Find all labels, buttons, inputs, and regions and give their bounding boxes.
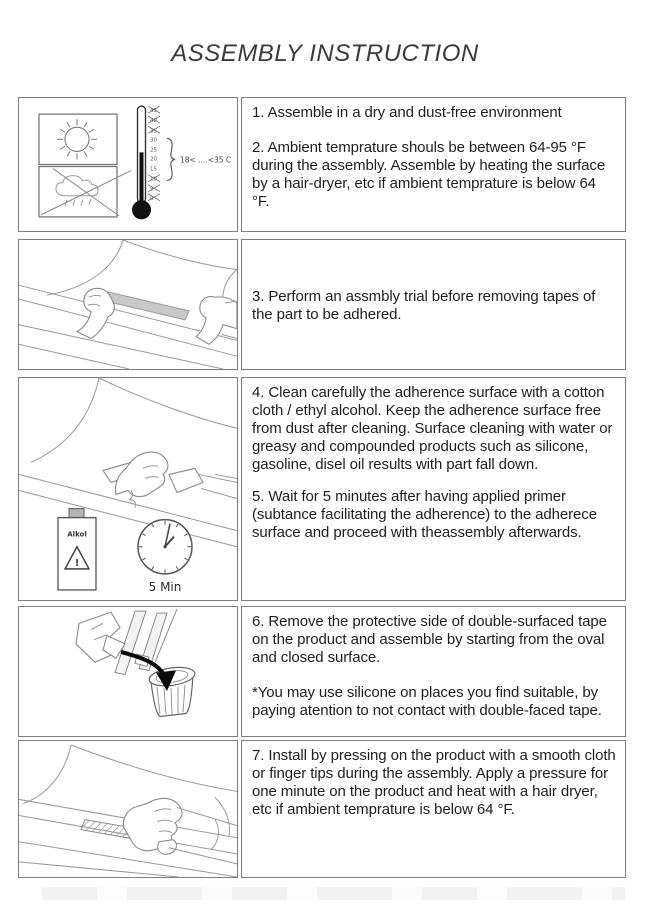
- instruction-paragraph: 3. Perform an assmbly trial before removing tapes of the part to be adhered.: [252, 287, 596, 323]
- instruction-paragraph: 2. Ambient temprature shouls be between 64-95 °F during the assembly. Assemble by heating the surface by a hair-dryer, etc if ambient temprature is below 64 °F.: [252, 139, 606, 210]
- svg-text:10: 10: [150, 176, 158, 183]
- remove-tape-illustration: [18, 606, 238, 737]
- step-text-trial: [241, 239, 626, 370]
- svg-text:25: 25: [150, 147, 158, 154]
- warning-exclamation: !: [74, 557, 80, 569]
- clock-icon: [138, 520, 192, 594]
- step-row-clean-wait: [18, 377, 626, 601]
- no-rain-icon: [39, 167, 131, 217]
- clean-and-wait-drawing: [19, 378, 237, 600]
- left-hand-icon: [77, 288, 114, 338]
- instruction-paragraph: *You may use silicone on places you find suitable, by paying atention to not contact with double-faced tape.: [252, 684, 602, 719]
- instruction-paragraph: 4. Clean carefully the adherence surface with a cotton cloth / ethyl alcohol. Keep the adherence surface free from dust after cleaning. Surface cleaning with water or greasy and compounded products such as silicone, gasoline, disel oil results with part fall down.: [252, 384, 613, 473]
- press-install-drawing: [19, 741, 237, 877]
- step-text-environment: [241, 97, 626, 232]
- step-row-press-install: [18, 740, 626, 878]
- svg-text:15: 15: [150, 166, 158, 173]
- trial-fit-drawing: [19, 240, 237, 369]
- remove-tape-drawing: [19, 607, 237, 736]
- door-sill-sketch: [19, 745, 237, 877]
- page-title: ASSEMBLY INSTRUCTION: [171, 40, 479, 67]
- thermometer-range-label: 18< ....<35 C: [180, 155, 232, 165]
- svg-text:20: 20: [150, 156, 158, 163]
- clock-label: 5 Min: [148, 579, 182, 594]
- scan-artifact-band: [42, 887, 625, 900]
- svg-text:40: 40: [150, 118, 158, 125]
- door-sill-sketch: [19, 378, 237, 547]
- wiping-hand-icon: [103, 452, 237, 508]
- instruction-paragraph: 6. Remove the protective side of double-surfaced tape on the product and assemble by starting from the oval and closed surface.: [252, 613, 607, 666]
- tape-liner-strips: [115, 609, 177, 675]
- svg-text:5: 5: [150, 186, 154, 193]
- instruction-paragraph: 7. Install by pressing on the product with a smooth cloth or finger tips during the assembly. Apply a pressure for one minute on the product and heat with a hair dryer, etc if ambient temprature is below 64 °F.: [252, 747, 616, 818]
- step-row-environment: [18, 97, 626, 232]
- svg-text:45: 45: [150, 108, 158, 115]
- trial-fit-illustration: [18, 239, 238, 370]
- step-row-trial: [18, 239, 626, 370]
- step-row-remove-tape: [18, 606, 626, 737]
- temperature-conditions-illustration: [18, 97, 238, 232]
- pressing-hand-icon: [123, 798, 237, 864]
- range-brace: [167, 138, 175, 180]
- clean-and-wait-illustration: [18, 377, 238, 601]
- thermometer-icon: [132, 106, 231, 219]
- svg-text:35: 35: [150, 128, 158, 135]
- instruction-paragraph: 5. Wait for 5 minutes after having applied primer (subtance facilitating the adherence) to the adherece surface and proceed with theassembly afterwards.: [252, 488, 597, 541]
- svg-text:0: 0: [150, 195, 154, 202]
- step-text-press-install: [241, 740, 626, 878]
- step-text-clean-wait: [241, 377, 626, 601]
- step-text-remove-tape: [241, 606, 626, 737]
- instruction-paragraph: 1. Assemble in a dry and dust-free environment: [252, 104, 562, 121]
- sun-icon: [39, 114, 117, 164]
- temperature-conditions-drawing: [19, 98, 237, 231]
- bottle-label: Alkol: [67, 529, 87, 539]
- peeling-hand-icon: [76, 612, 125, 662]
- svg-text:30: 30: [150, 137, 158, 144]
- alcohol-bottle-icon: [58, 509, 96, 590]
- press-install-illustration: [18, 740, 238, 878]
